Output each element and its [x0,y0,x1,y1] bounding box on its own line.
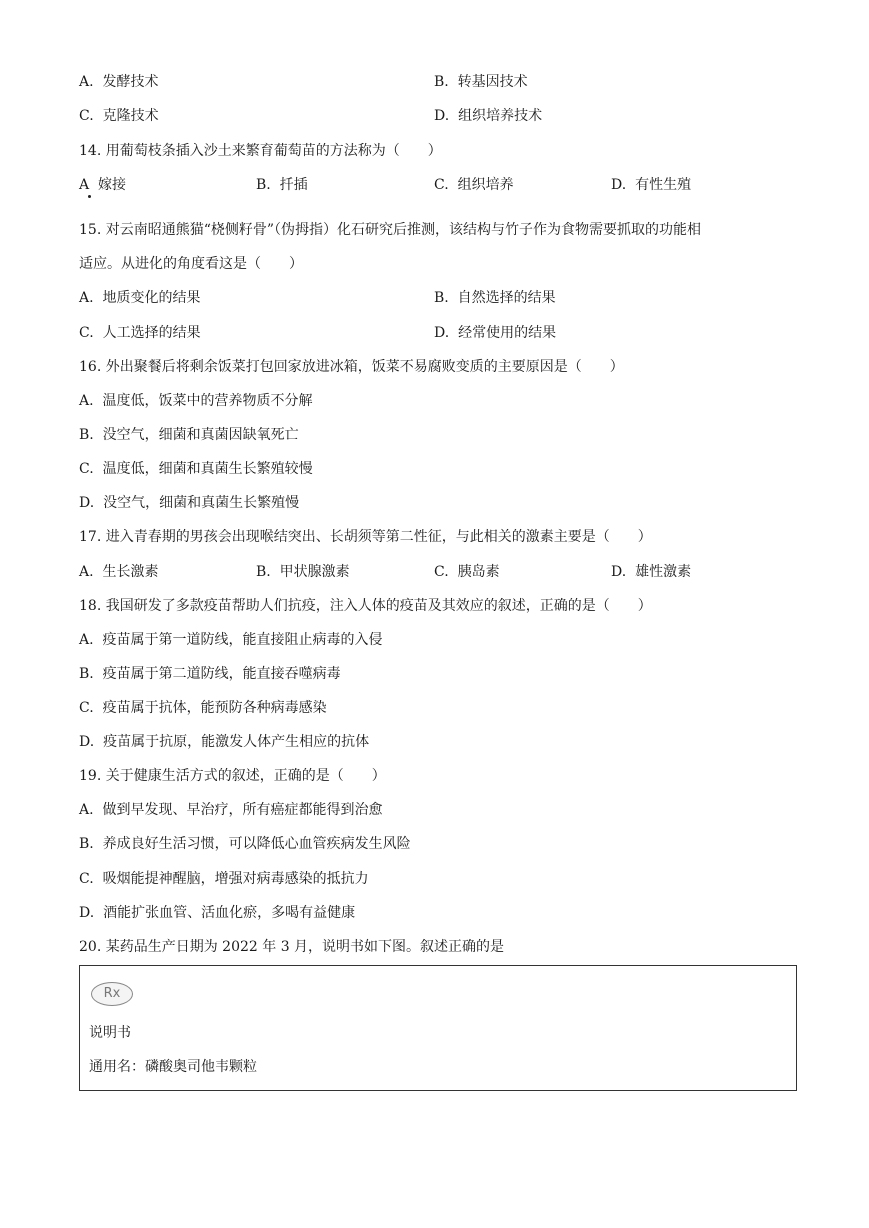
q18-option-d: D. 疫苗属于抗原，能激发人体产生相应的抗体 [79,734,370,750]
q13-option-b: B. 转基因技术 [434,74,528,90]
q13-option-d: D. 组织培养技术 [434,108,543,124]
q13-option-a: A. 发酵技术 [79,74,159,90]
q15-option-d: D. 经常使用的结果 [434,325,557,341]
medicine-leaflet-box [79,965,797,1091]
q13-option-c: C. 克隆技术 [79,108,159,124]
q15-option-b: B. 自然选择的结果 [434,290,556,306]
q17-stem: 17. 进入青春期的男孩会出现喉结突出、长胡须等第二性征，与此相关的激素主要是（ ） [79,529,652,545]
q15-stem-line2: 适应。从进化的角度看这是（ ） [79,256,303,272]
q19-stem: 19. 关于健康生活方式的叙述，正确的是（ ） [79,768,386,784]
q15-stem-line1: 15. 对云南昭通熊猫“桡侧籽骨”（伪拇指）化石研究后推测，该结构与竹子作为食物需要抓取的功能相 [79,222,702,238]
q15-option-c: C. 人工选择的结果 [79,325,201,341]
q20-stem: 20. 某药品生产日期为 2022 年 3 月，说明书如下图。叙述正确的是 [79,939,505,955]
q16-option-d: D. 没空气，细菌和真菌生长繁殖慢 [79,495,300,511]
q19-option-b: B. 养成良好生活习惯，可以降低心血管疾病发生风险 [79,836,411,852]
q17-option-a: A. 生长激素 [79,564,159,580]
q15-option-a: A. 地质变化的结果 [79,290,201,306]
q14-option-b: B. 扦插 [256,177,308,193]
q16-option-b: B. 没空气，细菌和真菌因缺氧死亡 [79,427,299,443]
rx-icon: Rx [91,982,133,1006]
q14-option-d: D. 有性生殖 [611,177,692,193]
q18-stem: 18. 我国研发了多款疫苗帮助人们抗疫，注入人体的疫苗及其效应的叙述，正确的是（ ） [79,598,652,614]
q16-option-c: C. 温度低，细菌和真菌生长繁殖较慢 [79,461,313,477]
q17-option-b: B. 甲状腺激素 [256,564,350,580]
q14-stem: 14. 用葡萄枝条插入沙土来繁育葡萄苗的方法称为（ ） [79,143,442,159]
q16-stem: 16. 外出聚餐后将剩余饭菜打包回家放进冰箱，饭菜不易腐败变质的主要原因是（ ） [79,359,624,375]
q14-option-a: A 嫁接 [79,177,127,193]
leaflet-title: 说明书 [89,1025,131,1041]
q19-option-a: A. 做到早发现、早治疗，所有癌症都能得到治愈 [79,802,383,818]
q18-option-a: A. 疫苗属于第一道防线，能直接阻止病毒的入侵 [79,632,383,648]
q17-option-d: D. 雄性激素 [611,564,692,580]
emphasis-dot [88,195,91,198]
q16-option-a: A. 温度低，饭菜中的营养物质不分解 [79,393,313,409]
leaflet-generic-name: 通用名：磷酸奥司他韦颗粒 [89,1059,257,1075]
q19-option-d: D. 酒能扩张血管、活血化瘀，多喝有益健康 [79,905,356,921]
q18-option-c: C. 疫苗属于抗体，能预防各种病毒感染 [79,700,327,716]
q18-option-b: B. 疫苗属于第二道防线，能直接吞噬病毒 [79,666,341,682]
q14-option-c: C. 组织培养 [434,177,514,193]
q19-option-c: C. 吸烟能提神醒脑，增强对病毒感染的抵抗力 [79,871,369,887]
q17-option-c: C. 胰岛素 [434,564,500,580]
